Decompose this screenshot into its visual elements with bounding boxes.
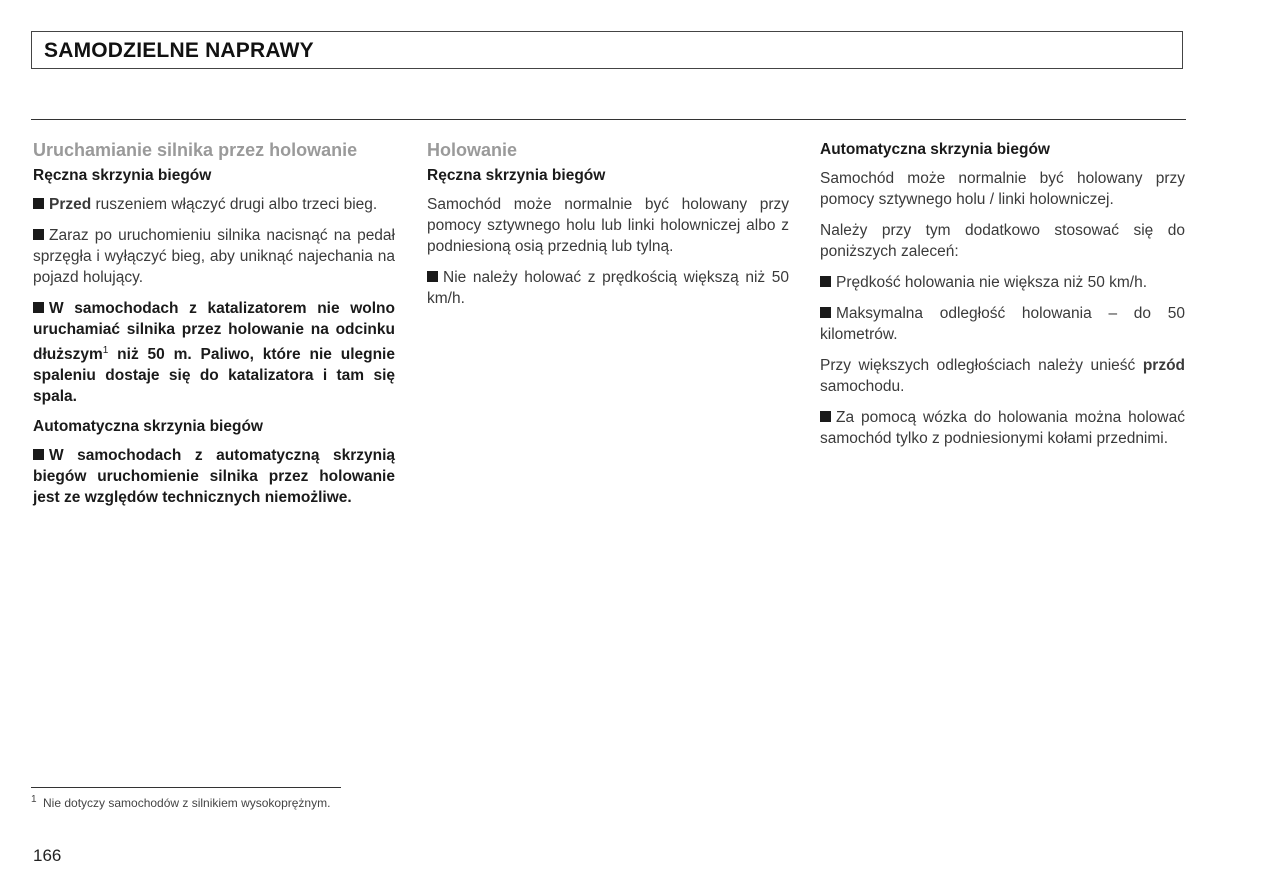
footnote-reference: 1 — [102, 345, 109, 356]
paragraph-text-a: Przy większych odległościach należy unieść — [820, 357, 1143, 374]
bullet-square-icon — [820, 307, 831, 318]
paragraph-text: Maksymalna odległość holowania – do 50 kilometrów. — [820, 305, 1185, 343]
emphasis-front: przód — [1142, 357, 1185, 374]
paragraph-text: Nie należy holować z prędkością większą niż 50 km/h. — [427, 269, 789, 307]
paragraph-text-b: samochodu. — [820, 378, 905, 395]
warning-automatic — [33, 445, 395, 508]
paragraph-speed-limit — [427, 267, 789, 309]
paragraph-before-moving — [33, 194, 395, 215]
bullet-square-icon — [427, 271, 438, 282]
subsection-automatic-gearbox: Automatyczna skrzynia biegów — [33, 418, 263, 436]
subsection-manual-gearbox: Ręczna skrzynia biegów — [427, 167, 606, 184]
subsection-manual-gearbox: Ręczna skrzynia biegów — [33, 167, 212, 184]
footnote-text: Nie dotyczy samochodów z silnikiem wysokoprężnym. — [43, 796, 331, 810]
header-box — [31, 31, 1183, 69]
warning-text: W samochodach z automatyczną skrzynią biegów uruchomienie silnika przez holowanie jest ze względów technicznych niemożliwe. — [33, 447, 395, 507]
warning-text-a: W samochodach z katalizatorem nie wolno uruchamiać silnika przez holowanie na odcinku dłuższym — [33, 300, 395, 364]
page-title: SAMODZIELNE NAPRAWY — [44, 39, 314, 62]
bullet-square-icon — [33, 449, 44, 460]
bullet-square-icon — [820, 276, 831, 287]
subsection-automatic-gearbox: Automatyczna skrzynia biegów — [820, 141, 1050, 158]
paragraph-longer-distance — [820, 355, 1185, 397]
column-automatic-towing — [820, 140, 1185, 459]
paragraph-towing-methods: Samochód może normalnie być holowany przy pomocy sztywnego holu lub linki holowniczej albo z podniesioną osią przednią lub tylną. — [427, 196, 789, 255]
footnote-number: 1 — [31, 794, 37, 805]
page-number: 166 — [33, 846, 62, 865]
paragraph-recommendations: Należy przy tym dodatkowo stosować się do poniższych zaleceń: — [820, 222, 1185, 260]
top-divider — [31, 119, 1186, 120]
paragraph-text: Zaraz po uruchomieniu silnika nacisnąć na pedał sprzęgła i wyłączyć bieg, aby uniknąć najechania na pojazd holujący. — [33, 227, 395, 286]
paragraph-text: Prędkość holowania nie większa niż 50 km/h. — [836, 274, 1148, 291]
bullet-square-icon — [33, 229, 44, 240]
paragraph-text: Za pomocą wózka do holowania można holować samochód tylko z podniesionymi kołami przednimi. — [820, 409, 1185, 447]
section-title-starting-by-towing: Uruchamianie silnika przez holowanie — [33, 140, 358, 160]
column-towing — [427, 140, 789, 319]
warning-catalyst — [33, 298, 395, 407]
footnote-divider — [31, 787, 341, 788]
bullet-square-icon — [33, 198, 44, 209]
paragraph-after-start — [33, 225, 395, 288]
paragraph-towing-dolly — [820, 407, 1185, 449]
section-title-towing: Holowanie — [427, 140, 518, 160]
paragraph-towing-distance — [820, 303, 1185, 345]
paragraph-towing-allowed: Samochód może normalnie być holowany przy pomocy sztywnego holu / linki holowniczej. — [820, 170, 1185, 208]
footnote — [31, 795, 399, 811]
bullet-square-icon — [820, 411, 831, 422]
warning-text-b: niż 50 m. Paliwo, które nie ulegnie spaleniu dostaje się do katalizatora i tam się spala. — [33, 346, 395, 406]
emphasis-before: Przed — [49, 196, 92, 213]
bullet-square-icon — [33, 302, 44, 313]
paragraph-text: ruszeniem włączyć drugi albo trzeci bieg. — [91, 196, 378, 213]
paragraph-towing-speed — [820, 272, 1185, 293]
column-starting-by-towing — [33, 140, 395, 518]
